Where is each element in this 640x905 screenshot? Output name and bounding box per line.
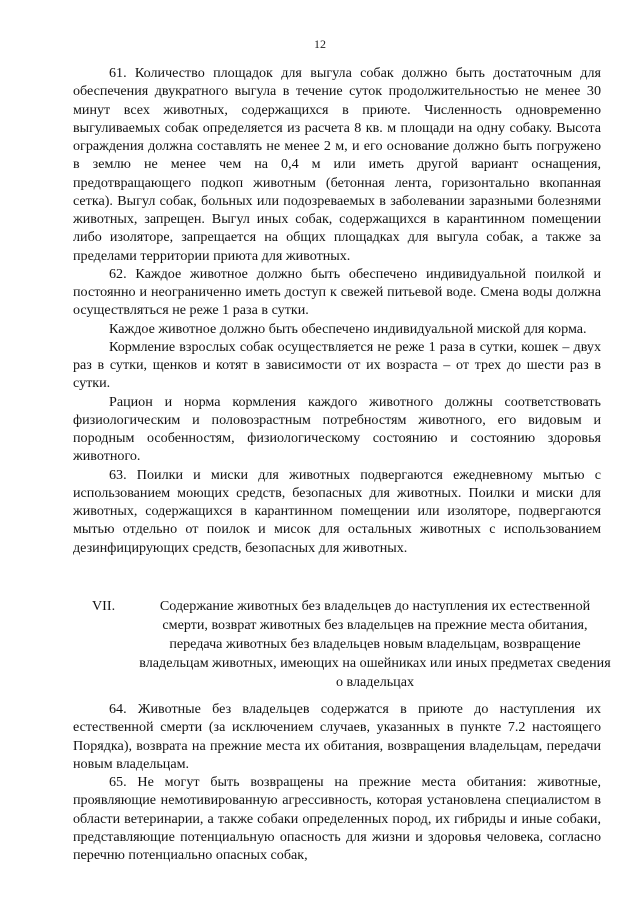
body-text-top bbox=[73, 64, 601, 557]
page-number: 12 bbox=[314, 37, 326, 51]
paragraph-62: 62. Каждое животное должно быть обеспечено индивидуальной поилкой и постоянно и неограниченно иметь доступ к свежей питьевой воде. Смена воды должна осуществляться не реже 1 раза в сутки. bbox=[73, 265, 601, 319]
paragraph-62-ration: Рацион и норма кормления каждого животного должны соответствовать физиологическим и половозрастным потребностям животного, его видовым и породным особенностям, физиологическому состоянию и состоянию здоровья животного. bbox=[73, 393, 601, 465]
paragraph-62-feeding: Кормление взрослых собак осуществляется не реже 1 раза в сутки, кошек – двух раз в сутки, щенков и котят в зависимости от их возраста – от трех до шести раз в сутки. bbox=[73, 338, 601, 392]
section-title: Содержание животных без владельцев до наступления их естественной смерти, возврат животных без владельцев на прежние места обитания, передача животных без владельцев новым владельцам, возвращение владельцам животных, имеющих на ошейниках или иных предметах сведения о владельцах bbox=[139, 598, 611, 690]
body-text-bottom bbox=[73, 700, 601, 864]
paragraph-61: 61. Количество площадок для выгула собак должно быть достаточным для обеспечения двукратного выгула в течение суток продолжительностью не менее 30 минут всех животных, содержащихся в приюте. Численность одновременно выгуливаемых собак определяется из расчета 8 кв. м площади на одну собаку. Высота ограждения должна составлять не менее 2 м, и его основание должно быть погружено в землю не менее чем на 0,4 м или иметь другой вариант оснащения, предотвращающего подкоп животным (бетонная лента, горизонтально вкопанная сетка). Выгул собак, больных или подозреваемых в заболевании заразными болезнями животных, запрещен. Выгул иных собак, содержащихся в карантинном помещении либо изоляторе, запрещается на общих площадках для выгула собак, а также за пределами территории приюта для животных. bbox=[73, 65, 601, 264]
paragraph-65: 65. Не могут быть возвращены на прежние места обитания: животные, проявляющие немотивированную агрессивность, которая установлена специалистом в области ветеринарии, а также собаки определенных пород, их гибриды и иные собаки, представляющие потенциальную опасность для жизни и здоровья человека, согласно перечню потенциально опасных собак, bbox=[73, 774, 601, 863]
paragraph-64: 64. Животные без владельцев содержатся в приюте до наступления их естественной смерти (за исключением случаев, указанных в пункте 7.2 настоящего Порядка), возврата на прежние места их обитания, возвращения владельцам, передачи новым владельцам. bbox=[73, 701, 601, 772]
paragraph-63: 63. Поилки и миски для животных подвергаются ежедневному мытью с использованием моющих средств, безопасных для животных. Поилки и миски для животных, содержащихся в карантинном помещении или изоляторе, подвергаются мытью отдельно от поилок и мисок для остальных животных с использованием дезинфицирующих средств, безопасных для животных. bbox=[73, 466, 601, 556]
section-number: VII. bbox=[92, 598, 116, 614]
section-heading bbox=[92, 597, 612, 692]
paragraph-62-bowl: Каждое животное должно быть обеспечено индивидуальной миской для корма. bbox=[109, 320, 587, 337]
